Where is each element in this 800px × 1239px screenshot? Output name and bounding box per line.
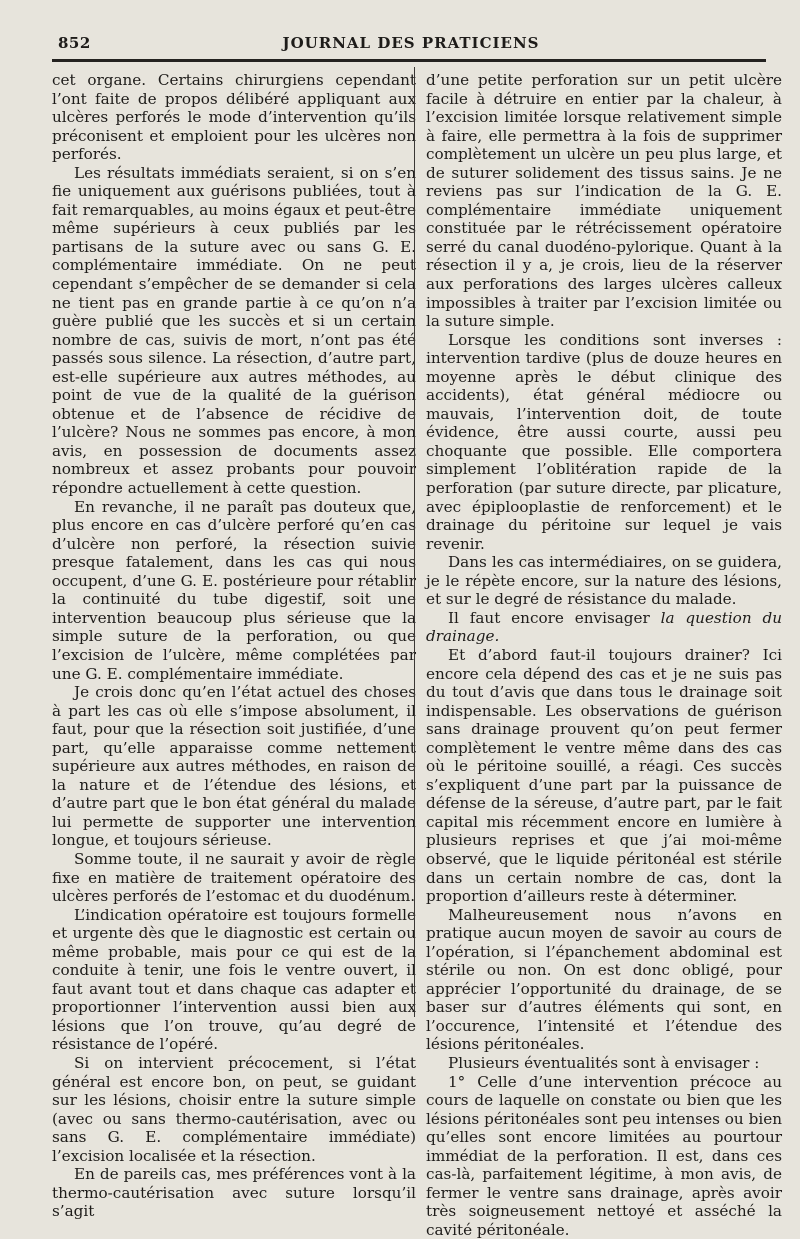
left-column (52, 71, 416, 1221)
page-number: 852 (58, 34, 91, 52)
paragraph: Plusieurs éventualités sont à envisager : (448, 1053, 760, 1072)
paragraph: En revanche, il ne paraît pas douteux que, plus encore en cas d’ulcère perforé qu’en cas d’ulcère non perforé, la résection suivie presque fatalement, dans les cas qui nous occupent, d’une G. E. postérieure pour rétablir la continuité du tube digestif, soit une intervention beaucoup plus sérieuse que la simple suture de la perforation, ou que l’excision de l’ulcère, même complétées par une G. E. complémentaire immédiate. (52, 497, 416, 683)
paragraph: Lorsque les conditions sont inverses : intervention tardive (plus de douze heures en moyenne après le début clinique des accidents), état général médiocre ou mauvais, l’intervention doit, de toute évidence, être aussi courte, aussi peu choquante que possible. Elle comportera simplement l’oblitération rapide de la perforation (par suture directe, par plicature, avec épiplooplastie de renforcement) et le drainage du péritoine sur lequel je vais revenir. (426, 330, 782, 553)
paragraph: Si on intervient précocement, si l’état général est encore bon, on peut, se guidant sur les lésions, choisir entre la suture simple (avec ou sans thermo-cautérisation, avec ou sans G. E. complémentaire immédiate) l’excision localisée et la résection. (52, 1053, 416, 1165)
paragraph: Dans les cas intermédiaires, on se guidera, je le répète encore, sur la nature des lésions, et sur le degré de résistance du malade. (426, 553, 782, 609)
paragraph: Je crois donc qu’en l’état actuel des choses à part les cas où elle s’impose absolument, il faut, pour que la résection soit justifiée, d’une part, qu’elle apparaisse comme nettement supérieure aux autres méthodes, en raison de la nature et de l’étendue des lésions, et d’autre part que le bon état général du malade lui permette de supporter une intervention longue, et toujours sérieuse. (52, 683, 416, 850)
paragraph: Malheureusement nous n’avons en pratique aucun moyen de savoir au cours de l’opération, si l’épanchement abdominal est stérile ou non. On est donc obligé, pour apprécier l’opportunité du drainage, de se baser sur d’autres éléments qui sont, en l’occurence, l’intensité et l’étendue des lésions péritonéales. (426, 905, 782, 1054)
header-rule (52, 59, 766, 62)
paragraph: Et d’abord faut-il toujours drainer? Ici encore cela dépend des cas et je ne suis pas du tout d’avis que dans tous le drainage soit indispensable. Les observations de guérison sans drainage prouvent qu’on peut fermer complètement le ventre même dans des cas où le péritoine souillé, a réagi. Ces succès s’expliquent d’une part par la puissance de défense de la séreuse, d’autre part, par le fait capital mis récemment encore en lumière à plusieurs reprises et que j’ai moi-même observé, que le liquide péritonéal est stérile dans un certain nombre de cas, dont la proportion d’ailleurs reste à déterminer. (426, 645, 782, 906)
paragraph-lead: Il faut encore envisager (448, 608, 661, 627)
right-column (426, 71, 782, 1239)
paragraph: Les résultats immédiats seraient, si on s’en fie uniquement aux guérisons publiées, tout à fait remarquables, au moins égaux et peut-être même supérieurs à ceux publiés par les partisans de la suture avec ou sans G. E. complémentaire immédiate. On ne peut cependant s’empêcher de se demander si cela ne tient pas en grande partie à ce qu’on n’a guère publié que les succès et si un certain nombre de cas, suivis de mort, n’ont pas été passés sous silence. La résection, d’autre part, est-elle supérieure aux autres méthodes, au point de vue de la qualité de la guérison obtenue et de l’absence de récidive de l’ulcère? Nous ne sommes pas encore, à mon avis, en possession de documents assez nombreux et assez probants pour pouvoir répondre actuellement à cette question. (52, 163, 416, 498)
section-topic-italic: la question du drainage. (426, 608, 782, 646)
page-header (58, 34, 764, 58)
paragraph: Somme toute, il ne saurait y avoir de règle fixe en matière de traitement opératoire des ulcères perforés de l’estomac et du duodénum. (52, 849, 416, 906)
paragraph (426, 609, 782, 646)
paragraph: cet organe. Certains chirurgiens cependant l’ont faite de propos délibéré appliquant aux ulcères perforés le mode d’intervention qu’ils préconisent et emploient pour les ulcères non perforés. (52, 71, 416, 164)
paragraph: 1° Celle d’une intervention précoce au cours de laquelle on constate ou bien que les lésions péritonéales sont peu intenses ou bien qu’elles sont encore limitées au pourtour immédiat de la perforation. Il est, dans ces cas-là, parfaitement légitime, à mon avis, de fermer le ventre sans drainage, après avoir très soigneusement nettoyé et asséché la cavité péritonéale. (426, 1072, 782, 1239)
column-divider (414, 67, 415, 1017)
paragraph: d’une petite perforation sur un petit ulcère facile à détruire en entier par la chaleur, à l’excision limitée lorsque relativement simple à faire, elle permettra à la fois de supprimer complètement un ulcère un peu plus large, et de suturer solidement des tissus sains. Je ne reviens pas sur l’indication de la G. E. complémentaire immédiate uniquement constituée par le rétrécissement opératoire serré du canal duodéno-pylorique. Quant à la résection il y a, je crois, lieu de la réserver aux perforations des larges ulcères calleux impossibles à traiter par l’excision limitée ou la suture simple. (426, 71, 782, 331)
running-title: JOURNAL DES PRATICIENS (282, 34, 540, 52)
paragraph: L’indication opératoire est toujours formelle et urgente dès que le diagnostic est certain ou même probable, mais pour ce qui est de la conduite à tenir, une fois le ventre ouvert, il faut avant tout et dans chaque cas adapter et proportionner l’intervention aussi bien aux lésions que l’on trouve, qu’au degré de résistance de l’opéré. (52, 905, 416, 1054)
paragraph: En de pareils cas, mes préférences vont à la thermo-cautérisation avec suture lorsqu’il s’agit (52, 1165, 416, 1221)
